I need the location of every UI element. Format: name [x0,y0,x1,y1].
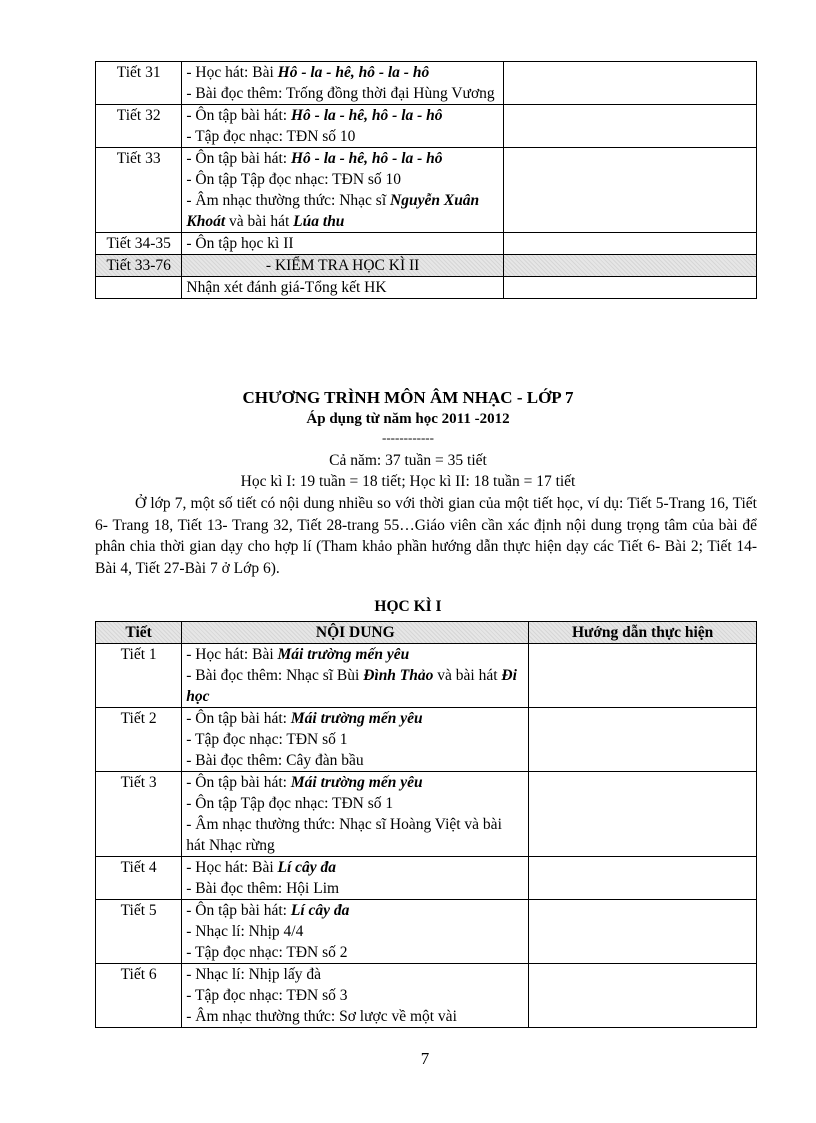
table-row [96,255,757,277]
lesson-table-term2 [95,61,757,299]
content-line [186,83,498,104]
content-text: - Tập đọc nhạc: TĐN số 1 [186,731,348,748]
guide-cell [503,277,756,299]
intro-paragraph: Ở lớp 7, một số tiết có nội dung nhiều so với thời gian của một tiết học, ví dụ: Tiết 5-Trang 16, Tiết 6- Trang 18, Tiết 13- Trang 32, Tiết 28-trang 55…Giáo viên cần xác định nội dung trọng tâm của bài để phân chia thời gian dạy cho hợp lí (Tham khảo phần hướng dẫn thực hiện dạy các Tiết 6- Bài 2; Tiết 14-Bài 4, Tiết 27-Bài 7 ở Lớp 6). [95,495,757,577]
table-row [96,277,757,299]
content-line [186,814,524,856]
lesson-number-cell: Tiết 33 [96,148,182,233]
title-divider: ------------ [382,430,434,445]
content-text: - Học hát: Bài [186,64,278,81]
content-text: - Bài đọc thêm: Nhạc sĩ Bùi [186,667,364,684]
content-text: - Ôn tập bài hát: [186,107,291,124]
guide-cell [529,900,757,964]
content-line [186,644,524,665]
lesson-content-cell [182,255,503,277]
content-line [186,1006,524,1027]
lesson-content-cell [182,105,503,148]
content-line [186,190,498,232]
song-title: Lí cây đa [290,902,350,919]
header-content: NỘI DUNG [182,622,529,644]
lesson-content-cell [182,62,503,105]
table-row [96,233,757,255]
content-text: - Ôn tập bài hát: [186,710,291,727]
content-line [186,750,524,771]
lesson-number-cell: Tiết 4 [96,857,182,900]
lesson-content-cell [182,277,503,299]
lesson-content-cell [182,857,529,900]
content-line [186,921,524,942]
content-line [186,233,498,254]
table-row [96,900,757,964]
song-title: Đình Thảo [363,667,434,684]
content-text: - Ôn tập bài hát: [186,150,291,167]
lesson-number-cell [96,277,182,299]
content-line [186,772,524,793]
lesson-content-cell [182,772,529,857]
content-line [186,255,498,276]
guide-cell [529,964,757,1028]
lesson-number-cell: Tiết 5 [96,900,182,964]
lesson-number-cell: Tiết 33-76 [96,255,182,277]
content-text: - Nhạc lí: Nhịp 4/4 [186,923,304,940]
content-line [186,169,498,190]
content-line [186,665,524,707]
table-header-row [96,622,757,644]
content-text: - Tập đọc nhạc: TĐN số 10 [186,128,356,145]
lesson-table-term2-body [96,62,757,299]
table-row [96,772,757,857]
guide-cell [503,62,756,105]
song-title: Mái trường mến yêu [290,710,423,727]
song-title: Hô - la - hê, hô - la - hô [277,64,430,81]
lesson-number-cell: Tiết 32 [96,105,182,148]
content-line [186,964,524,985]
lesson-content-cell [182,708,529,772]
song-title: Lí cây đa [277,859,337,876]
lesson-content-cell [182,148,503,233]
term1-title: HỌC KÌ I [374,598,442,615]
table-row [96,148,757,233]
content-line [186,900,524,921]
guide-cell [529,772,757,857]
content-text: - Ôn tập học kì II [186,235,294,252]
lesson-number-cell: Tiết 34-35 [96,233,182,255]
content-text: - Ôn tập Tập đọc nhạc: TĐN số 10 [186,171,402,188]
page-number: 7 [420,1049,430,1068]
content-line [186,708,524,729]
content-line [186,878,524,899]
guide-cell [529,644,757,708]
content-text: và bài hát [433,667,502,684]
content-text: - KIỂM TRA HỌC KÌ II [265,257,420,274]
song-title: Mái trường mến yêu [290,774,423,791]
content-text: - Ôn tập bài hát: [186,902,291,919]
song-title: Hô - la - hê, hô - la - hô [291,107,443,124]
guide-cell [503,105,756,148]
content-line [186,729,524,750]
content-line [186,857,524,878]
lesson-content-cell [182,900,529,964]
table-row [96,644,757,708]
lesson-number-cell: Tiết 6 [96,964,182,1028]
guide-cell [529,857,757,900]
lesson-table-term1-body [96,644,757,1028]
term-breakdown: Học kì I: 19 tuần = 18 tiết; Học kì II: 18 tuần = 17 tiết [240,473,576,490]
content-line [186,148,498,169]
program-subtitle: Áp dụng từ năm học 2011 -2012 [306,411,510,427]
guide-cell [503,148,756,233]
song-title: Mái trường mến yêu [277,646,410,663]
lesson-content-cell [182,233,503,255]
year-total: Cả năm: 37 tuần = 35 tiết [329,452,487,469]
content-text: - Ôn tập Tập đọc nhạc: TĐN số 1 [186,795,394,812]
lesson-number-cell: Tiết 31 [96,62,182,105]
content-text: - Âm nhạc thường thức: Sơ lược về một vài [186,1008,457,1025]
program-title: CHƯƠNG TRÌNH MÔN ÂM NHẠC - LỚP 7 [242,388,574,407]
lesson-number-cell: Tiết 3 [96,772,182,857]
guide-cell [503,255,756,277]
guide-cell [503,233,756,255]
content-line [186,105,498,126]
content-text: - Âm nhạc thường thức: Nhạc sĩ Hoàng Việt và bài hát Nhạc rừng [186,816,502,854]
content-text: - Bài đọc thêm: Hội Lim [186,880,340,897]
table-row [96,62,757,105]
content-text: - Tập đọc nhạc: TĐN số 2 [186,944,348,961]
content-text: - Học hát: Bài [186,859,278,876]
content-line [186,985,524,1006]
content-text: - Tập đọc nhạc: TĐN số 3 [186,987,348,1004]
lesson-number-cell: Tiết 2 [96,708,182,772]
content-line [186,942,524,963]
lesson-content-cell [182,644,529,708]
lesson-content-cell [182,964,529,1028]
lesson-number-cell: Tiết 1 [96,644,182,708]
content-text: - Ôn tập bài hát: [186,774,291,791]
lesson-table-term1 [95,621,757,1028]
content-text: - Bài đọc thêm: Cây đàn bầu [186,752,364,769]
content-text: - Học hát: Bài [186,646,278,663]
table-row [96,857,757,900]
content-text: và bài hát [225,213,294,230]
song-title: Lúa thu [293,213,345,230]
content-line [186,126,498,147]
table-row [96,964,757,1028]
song-title: Đi học [186,667,517,705]
content-line [186,62,498,83]
content-text: - Nhạc lí: Nhịp lấy đà [186,966,321,983]
header-lesson: Tiết [96,622,182,644]
content-line [186,277,498,298]
table-row [96,708,757,772]
table-row [96,105,757,148]
content-text: Nhận xét đánh giá-Tổng kết HK [186,279,387,296]
guide-cell [529,708,757,772]
song-title: Nguyễn Xuân Khoát [186,192,480,230]
content-text: - Âm nhạc thường thức: Nhạc sĩ [186,192,391,209]
song-title: Hô - la - hê, hô - la - hô [291,150,443,167]
header-guide: Hướng dẫn thực hiện [529,622,757,644]
content-line [186,793,524,814]
content-text: - Bài đọc thêm: Trống đồng thời đại Hùng Vương [186,85,495,102]
